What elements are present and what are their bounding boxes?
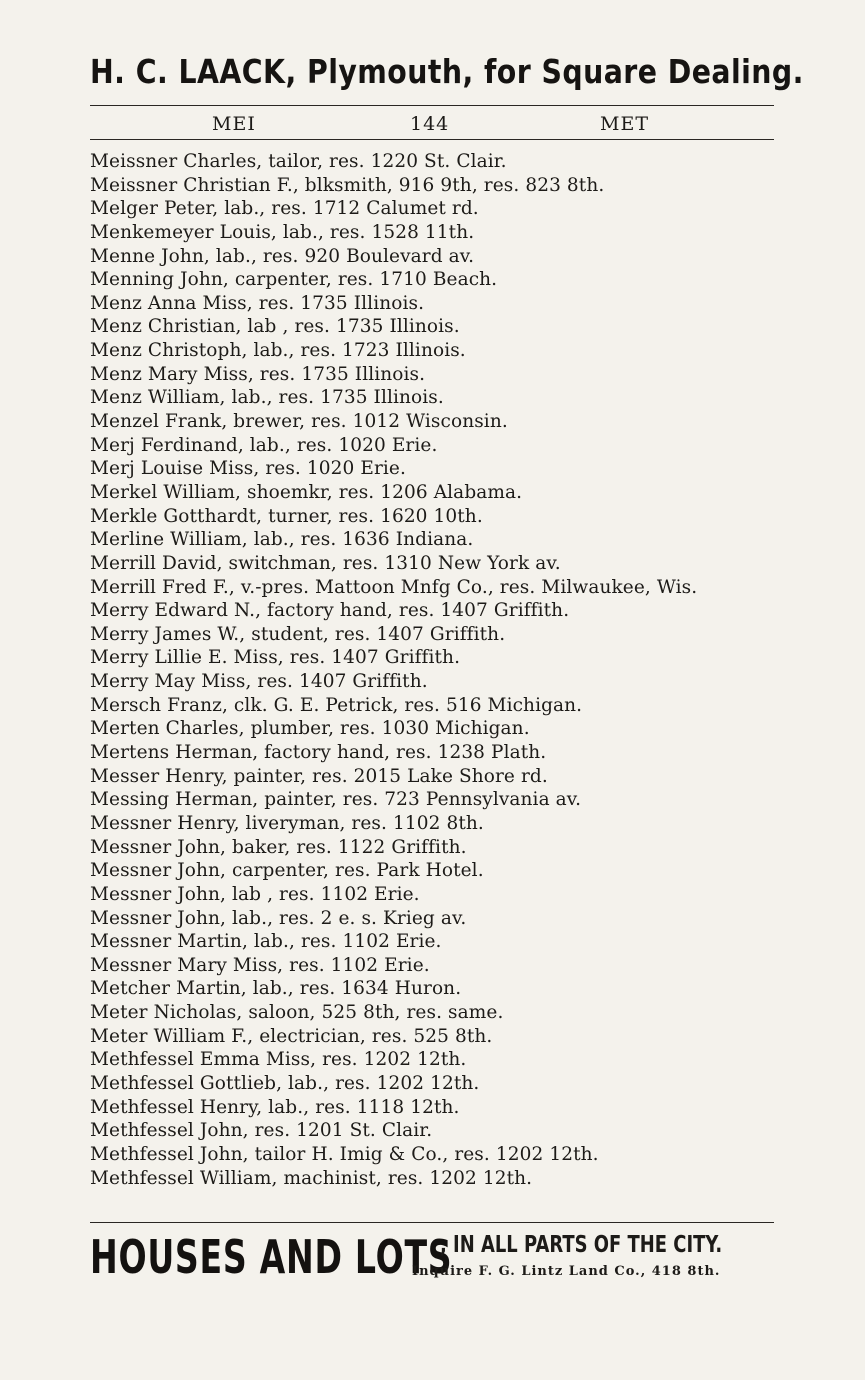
directory-entry: Messing Herman, painter, res. 723 Pennsylvania av. xyxy=(90,789,582,811)
directory-entry: Merj Louise Miss, res. 1020 Erie. xyxy=(90,458,406,480)
directory-entries xyxy=(90,150,790,1190)
directory-entry: Merrill Fred F., v.-pres. Mattoon Mnfg Co., res. Milwaukee, Wis. xyxy=(90,576,698,598)
directory-entry: Methfessel William, machinist, res. 1202 12th. xyxy=(90,1167,533,1189)
directory-entry: Menning John, carpenter, res. 1710 Beach. xyxy=(90,269,498,291)
directory-entry: Methfessel Gottlieb, lab., res. 1202 12th. xyxy=(90,1072,480,1094)
directory-entry: Merkle Gotthardt, turner, res. 1620 10th. xyxy=(90,505,483,527)
directory-entry: Messner John, lab., res. 2 e. s. Krieg av. xyxy=(90,907,467,929)
directory-entry: Mertens Herman, factory hand, res. 1238 Plath. xyxy=(90,742,547,764)
directory-entry: Merry James W., student, res. 1407 Griffith. xyxy=(90,623,506,645)
directory-entry: Menne John, lab., res. 920 Boulevard av. xyxy=(90,245,475,267)
running-head-right: MET xyxy=(600,113,649,135)
directory-entry: Menz Christian, lab , res. 1735 Illinois. xyxy=(90,316,460,338)
directory-entry: Menzel Frank, brewer, res. 1012 Wisconsin. xyxy=(90,411,508,433)
directory-entry: Menz Anna Miss, res. 1735 Illinois. xyxy=(90,292,425,314)
running-head xyxy=(90,113,774,139)
running-head-left: MEI xyxy=(212,113,256,135)
directory-entry: Merry May Miss, res. 1407 Griffith. xyxy=(90,671,428,693)
directory-entry: Messner Henry, liveryman, res. 1102 8th. xyxy=(90,812,484,834)
directory-entry: Merkel William, shoemkr, res. 1206 Alabama. xyxy=(90,481,523,503)
directory-entry: Meter William F., electrician, res. 525 8th. xyxy=(90,1025,493,1047)
directory-entry: Menkemeyer Louis, lab., res. 1528 11th. xyxy=(90,221,475,243)
directory-entry: Merry Edward N., factory hand, res. 1407 Griffith. xyxy=(90,600,570,622)
directory-entry: Merj Ferdinand, lab., res. 1020 Erie. xyxy=(90,434,438,456)
directory-entry: Mersch Franz, clk. G. E. Petrick, res. 516 Michigan. xyxy=(90,694,583,716)
directory-entry: Merry Lillie E. Miss, res. 1407 Griffith. xyxy=(90,647,461,669)
ad-inquire: Inquire F. G. Lintz Land Co., 418 8th. xyxy=(412,1264,721,1279)
directory-entry: Messner John, carpenter, res. Park Hotel. xyxy=(90,860,484,882)
ad-subline: , IN ALL PARTS OF THE CITY. xyxy=(440,1232,723,1258)
directory-entry: Messner Martin, lab., res. 1102 Erie. xyxy=(90,931,442,953)
top-advertisement: H. C. LAACK, Plymouth, for Square Dealing. xyxy=(90,52,804,91)
directory-entry: Messner Mary Miss, res. 1102 Erie. xyxy=(90,954,430,976)
directory-entry: Merline William, lab., res. 1636 Indiana. xyxy=(90,529,474,551)
directory-entry: Meter Nicholas, saloon, 525 8th, res. same. xyxy=(90,1002,504,1024)
directory-entry: Methfessel John, tailor H. Imig & Co., res. 1202 12th. xyxy=(90,1143,599,1165)
bottom-advertisement xyxy=(90,1230,774,1290)
footer-rule xyxy=(90,1222,774,1223)
directory-entry: Messner John, baker, res. 1122 Griffith. xyxy=(90,836,467,858)
directory-entry: Menz Mary Miss, res. 1735 Illinois. xyxy=(90,363,426,385)
directory-entry: Methfessel Emma Miss, res. 1202 12th. xyxy=(90,1049,467,1071)
directory-entry: Merten Charles, plumber, res. 1030 Michigan. xyxy=(90,718,530,740)
directory-entry: Meissner Christian F., blksmith, 916 9th, res. 823 8th. xyxy=(90,174,605,196)
header-rule-bottom xyxy=(90,139,774,140)
directory-entry: Messer Henry, painter, res. 2015 Lake Shore rd. xyxy=(90,765,548,787)
directory-entry: Menz Christoph, lab., res. 1723 Illinois. xyxy=(90,340,466,362)
directory-entry: Menz William, lab., res. 1735 Illinois. xyxy=(90,387,444,409)
directory-entry: Methfessel John, res. 1201 St. Clair. xyxy=(90,1120,433,1142)
directory-entry: Metcher Martin, lab., res. 1634 Huron. xyxy=(90,978,462,1000)
directory-entry: Melger Peter, lab., res. 1712 Calumet rd. xyxy=(90,198,479,220)
ad-headline: HOUSES AND LOTS xyxy=(90,1230,453,1284)
directory-entry: Messner John, lab , res. 1102 Erie. xyxy=(90,883,420,905)
directory-entry: Methfessel Henry, lab., res. 1118 12th. xyxy=(90,1096,460,1118)
directory-entry: Meissner Charles, tailor, res. 1220 St. Clair. xyxy=(90,151,507,172)
page-number: 144 xyxy=(410,113,450,135)
directory-entry: Merrill David, switchman, res. 1310 New York av. xyxy=(90,552,561,574)
header-rule-top xyxy=(90,105,774,106)
